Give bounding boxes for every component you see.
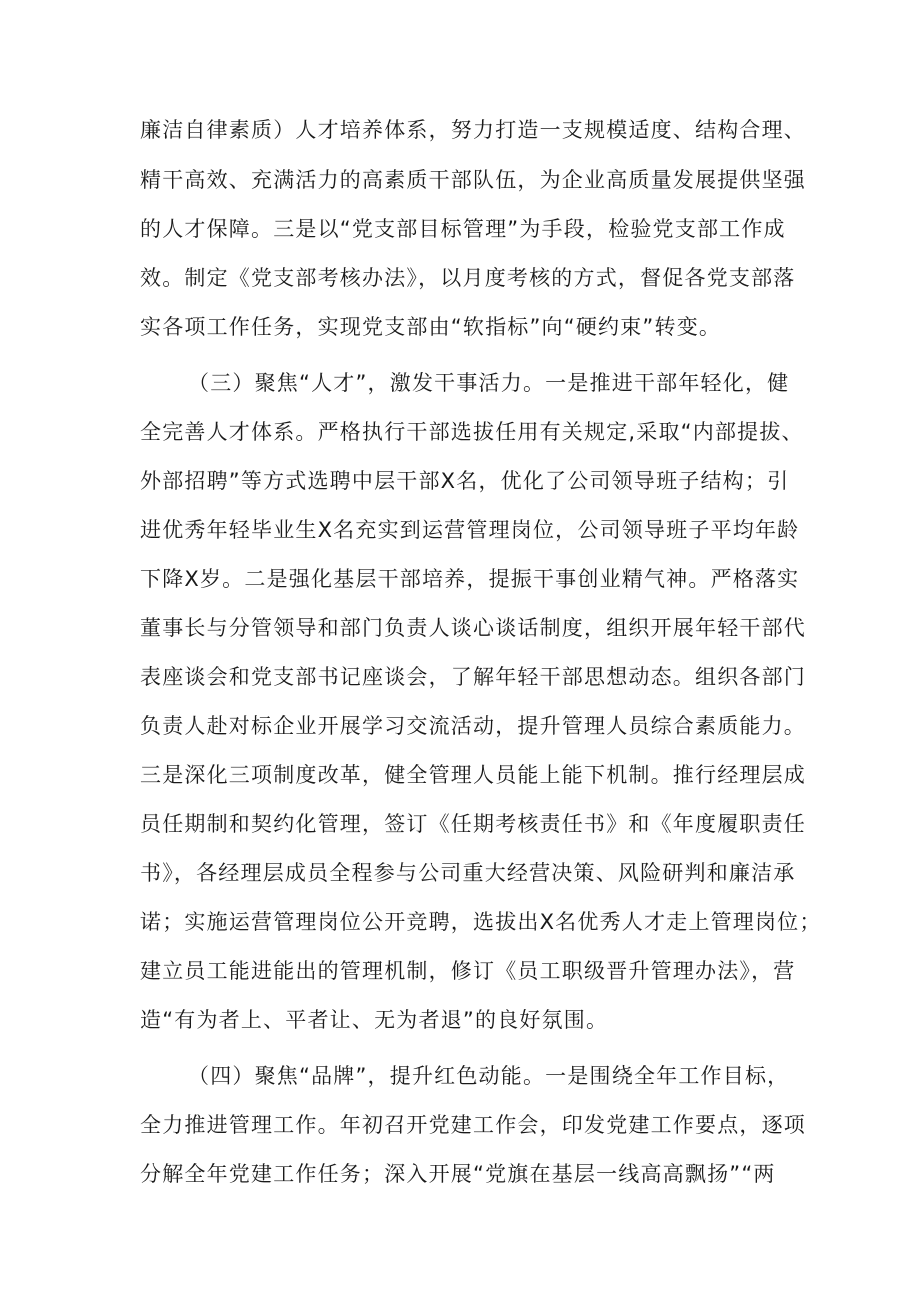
text-line: 建立员工能进能出的管理机制，修订《员工职级晋升管理办法》，营 xyxy=(140,959,796,983)
text-line: 董事长与分管领导和部门负责人谈心谈话制度，组织开展年轻干部代 xyxy=(140,616,806,640)
text-line: 进优秀年轻毕业生X名充实到运营管理岗位，公司领导班子平均年龄 xyxy=(140,518,800,542)
text-line: 的人才保障。三是以“党支部目标管理”为手段，检验党支部工作成 xyxy=(140,217,786,241)
text-line: 外部招聘”等方式选聘中层干部X名，优化了公司领导班子结构；引 xyxy=(140,469,790,493)
text-line: 造“有为者上、平者让、无为者退”的良好氛围。 xyxy=(140,1008,609,1032)
text-line: 三是深化三项制度改革，健全管理人员能上能下机制。推行经理层成 xyxy=(140,763,806,787)
text-line: 全力推进管理工作。年初召开党建工作会，印发党建工作要点，逐项 xyxy=(140,1113,806,1137)
text-line: 全完善人才体系。严格执行干部选拔任用有关规定,采取“内部提拔、 xyxy=(140,420,804,444)
text-line: 实各项工作任务，实现党支部由“软指标”向“硬约束”转变。 xyxy=(140,315,722,339)
text-line: 书》，各经理层成员全程参与公司重大经营决策、风险研判和廉洁承 xyxy=(140,861,796,885)
text-line: 效。制定《党支部考核办法》，以月度考核的方式，督促各党支部落 xyxy=(140,266,796,290)
text-line: 负责人赴对标企业开展学习交流活动，提升管理人员综合素质能力。 xyxy=(140,714,806,738)
text-line: 廉洁自律素质）人才培养体系，努力打造一支规模适度、结构合理、 xyxy=(140,118,806,142)
text-line: 精干高效、充满活力的高素质干部队伍，为企业高质量发展提供坚强 xyxy=(140,168,806,192)
section-heading-three: （三）聚焦“人才”，激发干事活力。一是推进干部年轻化，健 xyxy=(188,371,790,395)
text-line: 诺；实施运营管理岗位公开竞聘，选拔出X名优秀人才走上管理岗位； xyxy=(140,910,822,934)
text-line: 员任期制和契约化管理，签订《任期考核责任书》和《年度履职责任 xyxy=(140,812,806,836)
text-line: 分解全年党建工作任务；深入开展“党旗在基层一线高高飘扬”“两 xyxy=(140,1162,776,1186)
text-line: 下降X岁。二是强化基层干部培养，提振干事创业精气神。严格落实 xyxy=(140,567,800,591)
section-heading-four: （四）聚焦“品牌”，提升红色动能。一是围绕全年工作目标， xyxy=(188,1064,790,1088)
text-line: 表座谈会和党支部书记座谈会，了解年轻干部思想动态。组织各部门 xyxy=(140,665,806,689)
